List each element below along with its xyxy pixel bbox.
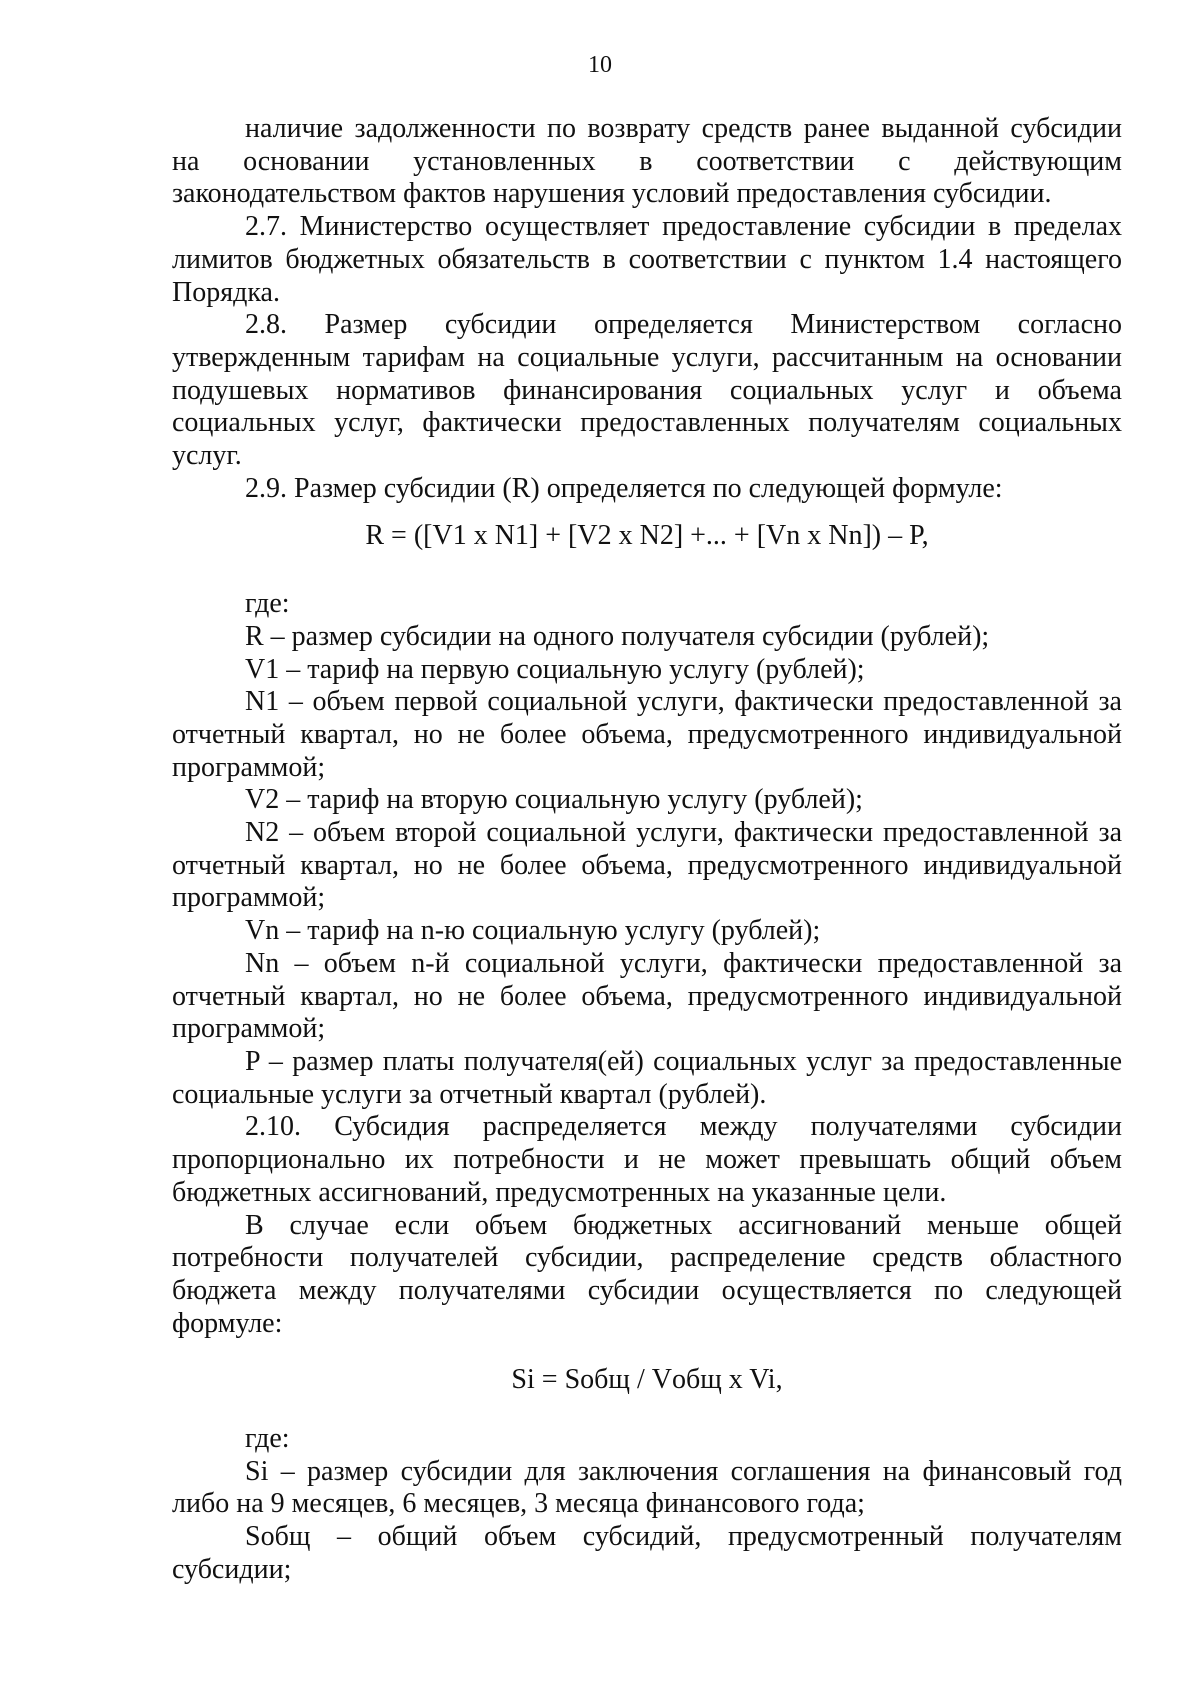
definition-p: P – размер платы получателя(ей) социальных услуг за предоставленные социальные услуги за отчетный квартал (рублей).	[172, 1045, 1122, 1110]
definition-n1: N1 – объем первой социальной услуги, фактически предоставленной за отчетный квартал, но не более объема, предусмотренного индивидуальной программой;	[172, 686, 1122, 783]
paragraph-2-8: 2.8. Размер субсидии определяется Министерством согласно утвержденным тарифам на социальные услуги, рассчитанным на основании подушевых нормативов финансирования социальных услуг и объема социальных услуг, фактически предоставленных получателям социальных услуг.	[172, 309, 1122, 472]
definition-s-total: Sобщ – общий объем субсидий, предусмотренный получателям субсидии;	[172, 1521, 1122, 1585]
document-body	[172, 113, 1122, 1587]
paragraph-2-10: 2.10. Субсидия распределяется между получателями субсидии пропорционально их потребности и не может превышать общий объем бюджетных ассигнований, предусмотренных на указанные цели.	[172, 1111, 1122, 1208]
paragraph-2-7: 2.7. Министерство осуществляет предоставление субсидии в пределах лимитов бюджетных обязательств в соответствии с пунктом 1.4 настоящего Порядка.	[172, 211, 1122, 308]
definition-v1: V1 – тариф на первую социальную услугу (рублей);	[245, 653, 865, 685]
definition-vn: Vn – тариф на n-ю социальную услугу (рублей);	[245, 915, 821, 947]
paragraph-2-9: 2.9. Размер субсидии (R) определяется по следующей формуле:	[245, 472, 1003, 504]
definition-v2: V2 – тариф на вторую социальную услугу (рублей);	[245, 784, 863, 816]
definition-si: Si – размер субсидии для заключения соглашения на финансовый год либо на 9 месяцев, 6 месяцев, 3 месяца финансового года;	[172, 1455, 1122, 1520]
definition-n2: N2 – объем второй социальной услуги, фактически предоставленной за отчетный квартал, но не более объема, предусмотренного индивидуальной программой;	[172, 817, 1122, 914]
definition-r: R – размер субсидии на одного получателя субсидии (рублей);	[245, 620, 990, 652]
definition-nn: Nn – объем n-й социальной услуги, фактически предоставленной за отчетный квартал, но не более объема, предусмотренного индивидуальной программой;	[172, 947, 1122, 1045]
paragraph-shortfall-case: В случае если объем бюджетных ассигнований меньше общей потребности получателей субсидии, распределение средств областного бюджета между получателями субсидии осуществляется по следующей формуле:	[172, 1209, 1122, 1339]
where-label-2: где:	[245, 1423, 290, 1455]
subsidy-formula: R = ([V1 x N1] + [V2 x N2] +... + [Vn x Nn]) – P,	[365, 520, 929, 552]
where-label: где:	[245, 588, 290, 620]
paragraph-debt-condition: наличие задолженности по возврату средств ранее выданной субсидии на основании установленных в соответствии с действующим законодательством фактов нарушения условий предоставления субсидии.	[172, 113, 1122, 210]
distribution-formula: Si = Sобщ / Vобщ x Vi,	[511, 1364, 783, 1396]
page-number: 10	[588, 52, 612, 78]
